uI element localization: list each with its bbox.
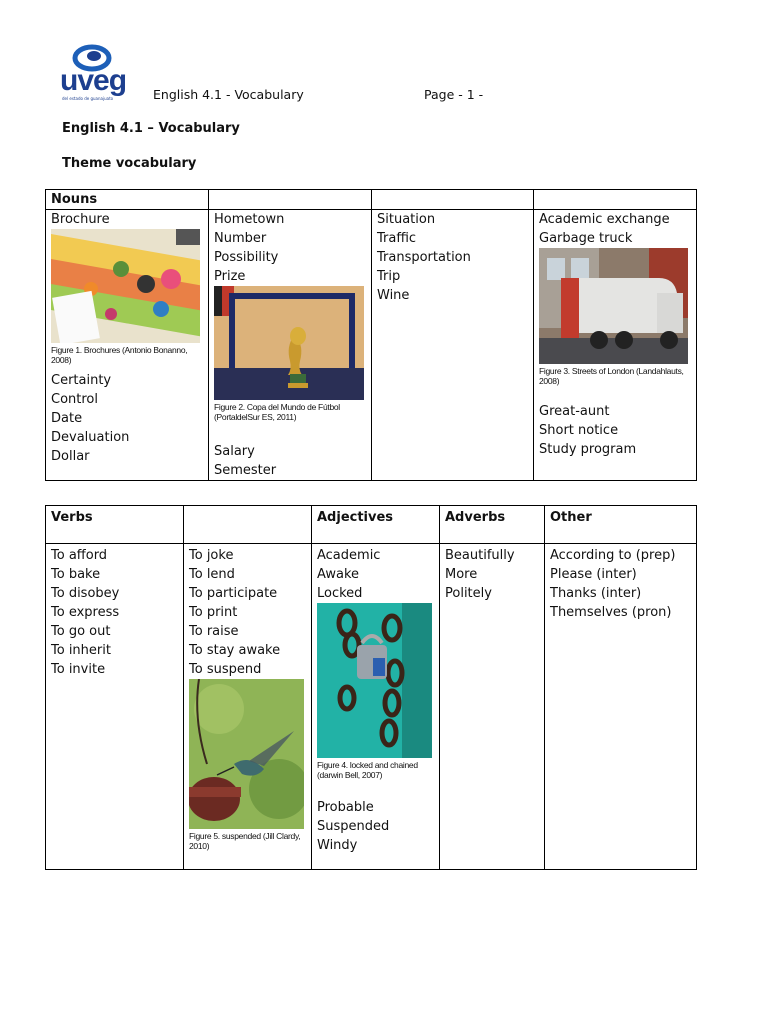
verbs-col-2 bbox=[184, 544, 312, 870]
list-item: Brochure bbox=[51, 212, 110, 227]
list-item: To go out bbox=[51, 624, 111, 639]
word-list bbox=[51, 210, 203, 229]
list-item: Date bbox=[51, 411, 83, 426]
list-item: Please (inter) bbox=[550, 567, 637, 582]
list-item: According to (prep) bbox=[550, 548, 676, 563]
word-list bbox=[51, 371, 203, 466]
list-item: Prize bbox=[214, 269, 246, 284]
word-list bbox=[550, 546, 691, 622]
word-list bbox=[539, 402, 691, 459]
list-item: Number bbox=[214, 231, 267, 246]
nouns-col-3 bbox=[372, 210, 534, 481]
list-item: Suspended bbox=[317, 819, 390, 834]
list-item: Traffic bbox=[377, 231, 417, 246]
verbs-header: Verbs bbox=[46, 506, 184, 544]
nouns-col-1 bbox=[46, 210, 209, 481]
list-item: Situation bbox=[377, 212, 436, 227]
list-item: Hometown bbox=[214, 212, 285, 227]
list-item: Salary bbox=[214, 444, 255, 459]
figure-4-caption: Figure 4. locked and chained (darwin Bell, 2007) bbox=[317, 760, 418, 780]
list-item: Awake bbox=[317, 567, 360, 582]
header-title: English 4.1 - Vocabulary bbox=[153, 87, 304, 102]
other-header: Other bbox=[545, 506, 697, 544]
list-item: Locked bbox=[317, 586, 363, 601]
nouns-table bbox=[45, 189, 697, 481]
list-item: To inherit bbox=[51, 643, 111, 658]
locked-chain-photo bbox=[317, 603, 432, 758]
list-item: Probable bbox=[317, 800, 374, 815]
figure-5-caption: Figure 5. suspended (Jill Clardy, 2010) bbox=[189, 831, 301, 851]
list-item: To print bbox=[189, 605, 238, 620]
logo-subtext: del estado de guanajuato bbox=[62, 96, 114, 101]
word-list bbox=[214, 210, 366, 286]
list-item: Great-aunt bbox=[539, 404, 610, 419]
uveg-logo bbox=[60, 44, 128, 102]
nouns-header: Nouns bbox=[46, 190, 209, 210]
list-item: To stay awake bbox=[189, 643, 281, 658]
list-item: To participate bbox=[189, 586, 278, 601]
word-list bbox=[317, 798, 434, 855]
list-item: Semester bbox=[214, 463, 277, 478]
garbage-truck-photo bbox=[539, 248, 688, 364]
figure-3-caption: Figure 3. Streets of London (Landahlauts, 2008) bbox=[539, 366, 684, 386]
header-empty-cell bbox=[372, 190, 534, 210]
header-empty-cell bbox=[534, 190, 697, 210]
list-item: Possibility bbox=[214, 250, 279, 265]
section-title: Theme vocabulary bbox=[62, 156, 197, 171]
list-item: More bbox=[445, 567, 478, 582]
list-item: Themselves (pron) bbox=[550, 605, 672, 620]
header-empty-cell bbox=[184, 506, 312, 544]
word-list bbox=[445, 546, 539, 603]
list-item: Academic exchange bbox=[539, 212, 670, 227]
header-empty-cell bbox=[209, 190, 372, 210]
other-col bbox=[545, 544, 697, 870]
list-item: To bake bbox=[51, 567, 101, 582]
word-list bbox=[377, 210, 528, 305]
list-item: To lend bbox=[189, 567, 235, 582]
adjectives-header: Adjectives bbox=[312, 506, 440, 544]
word-list bbox=[214, 442, 366, 480]
list-item: Transportation bbox=[377, 250, 471, 265]
list-item: To suspend bbox=[189, 662, 262, 677]
list-item: To raise bbox=[189, 624, 239, 639]
nouns-col-4 bbox=[534, 210, 697, 481]
list-item: To invite bbox=[51, 662, 106, 677]
list-item: Control bbox=[51, 392, 98, 407]
list-item: Thanks (inter) bbox=[550, 586, 642, 601]
list-item: Windy bbox=[317, 838, 358, 853]
list-item: Devaluation bbox=[51, 430, 130, 445]
verbs-adjectives-table bbox=[45, 505, 697, 870]
list-item: To joke bbox=[189, 548, 234, 563]
list-item: Politely bbox=[445, 586, 492, 601]
list-item: Study program bbox=[539, 442, 637, 457]
list-item: Trip bbox=[377, 269, 401, 284]
word-list bbox=[189, 546, 306, 679]
adjectives-col bbox=[312, 544, 440, 870]
doc-title: English 4.1 – Vocabulary bbox=[62, 121, 240, 136]
list-item: Garbage truck bbox=[539, 231, 633, 246]
adverbs-header: Adverbs bbox=[440, 506, 545, 544]
logo-text: uveg bbox=[60, 64, 127, 97]
list-item: Beautifully bbox=[445, 548, 515, 563]
nouns-col-2 bbox=[209, 210, 372, 481]
list-item: To disobey bbox=[51, 586, 120, 601]
adverbs-col bbox=[440, 544, 545, 870]
list-item: To afford bbox=[51, 548, 108, 563]
list-item: Dollar bbox=[51, 449, 90, 464]
list-item: To express bbox=[51, 605, 120, 620]
list-item: Short notice bbox=[539, 423, 619, 438]
figure-1-caption: Figure 1. Brochures (Antonio Bonanno, 2008) bbox=[51, 345, 188, 365]
list-item: Academic bbox=[317, 548, 381, 563]
verbs-col-1 bbox=[46, 544, 184, 870]
list-item: Wine bbox=[377, 288, 410, 303]
brochures-photo bbox=[51, 229, 200, 343]
figure-2-caption: Figure 2. Copa del Mundo de Fútbol (PortaldelSur ES, 2011) bbox=[214, 402, 340, 422]
list-item: Certainty bbox=[51, 373, 112, 388]
word-list bbox=[539, 210, 691, 248]
header-page-number: Page - 1 - bbox=[424, 87, 484, 102]
hummingbird-photo bbox=[189, 679, 304, 829]
word-list bbox=[317, 546, 434, 603]
word-list bbox=[51, 546, 178, 679]
world-cup-trophy-photo bbox=[214, 286, 364, 400]
